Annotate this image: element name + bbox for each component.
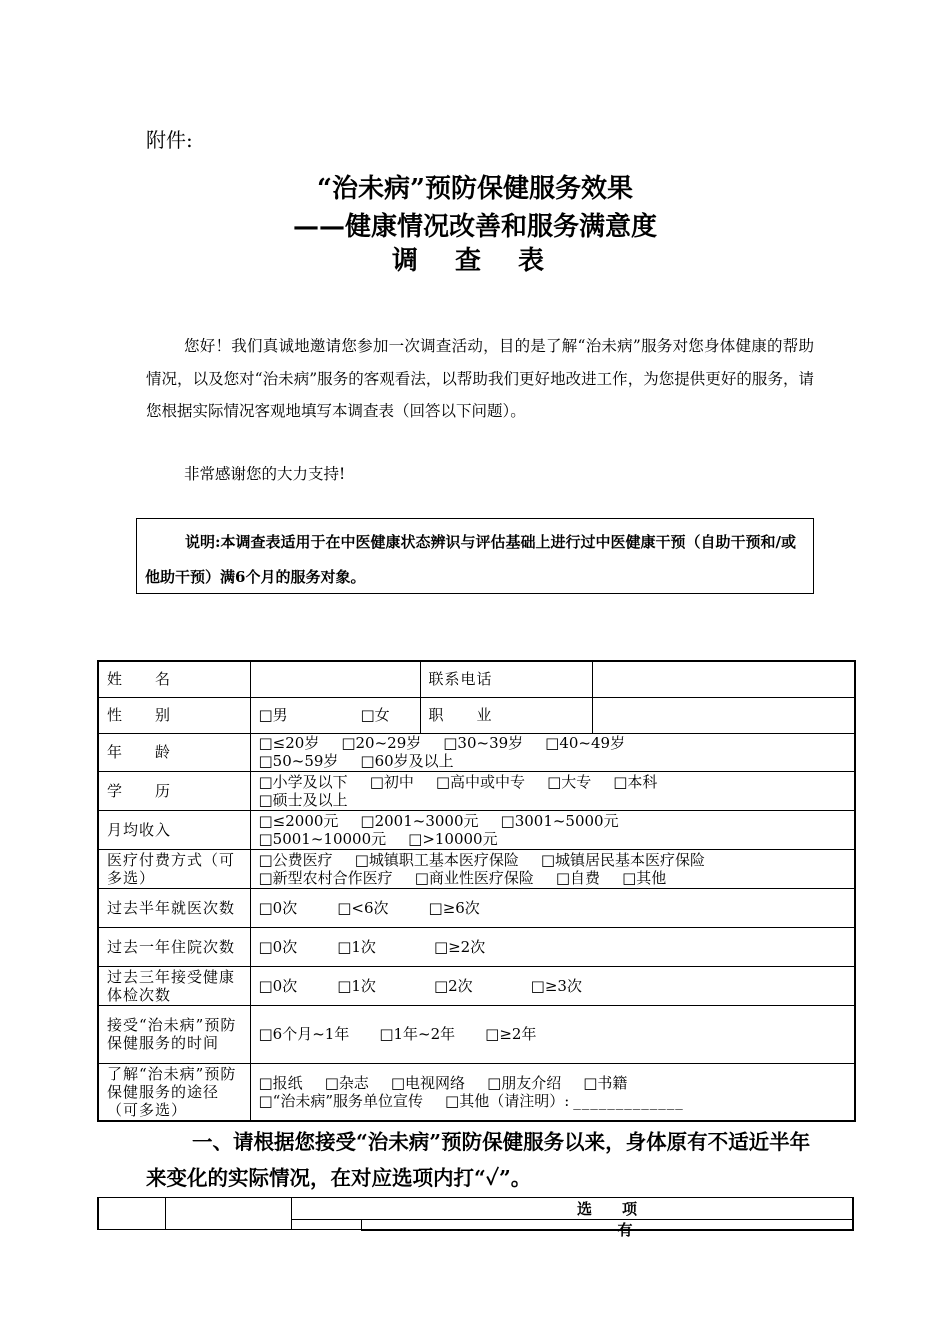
age-option[interactable]: □60岁及以上 [360, 752, 454, 770]
channel-option[interactable]: □朋友介绍 [487, 1073, 562, 1092]
gender-options [250, 697, 420, 733]
job-field[interactable] [592, 697, 855, 733]
duration-option[interactable]: □1年~2年 [379, 1025, 456, 1043]
symptom-table-cell [291, 1220, 361, 1230]
channel-option[interactable]: □“治未病”服务单位宣传 [258, 1091, 424, 1110]
channel-options [250, 1063, 855, 1121]
section-1-heading: 一、请根据您接受“治未病”预防保健服务以来，身体原有不适近半年来变化的实际情况，在对应选项内打“✓”。 [146, 1130, 811, 1190]
education-option[interactable]: □初中 [369, 772, 414, 791]
checkup-option[interactable]: □0次 [258, 976, 298, 995]
age-option[interactable]: □≤20岁 [258, 734, 320, 752]
duration-label: 接受“治未病”预防保健服务的时间 [98, 1005, 250, 1063]
hospital-option[interactable]: □1次 [337, 937, 376, 956]
intro-paragraph: 您好！我们真诚地邀请您参加一次调查活动，目的是了解“治未病”服务对您身体健康的帮助情况，以及您对“治未病”服务的客观看法，以帮助我们更好地改进工作，为您提供更好的服务，请您根据实际情况客观地填写本调查表（回答以下问题）。 [146, 337, 814, 420]
thanks-text: 非常感谢您的大力支持! [184, 465, 346, 483]
payment-label: 医疗付费方式（可多选） [98, 849, 250, 888]
payment-option[interactable]: □新型农村合作医疗 [258, 868, 393, 887]
options-header-cell [291, 1198, 853, 1220]
income-label: 月均收入 [98, 810, 250, 849]
title-line-2: ——健康情况改善和服务满意度 [292, 212, 657, 242]
symptom-table-cell [361, 1220, 853, 1239]
education-option[interactable]: □硕士及以上 [258, 790, 348, 809]
symptom-table-cell [165, 1198, 291, 1230]
info-form-table [97, 660, 856, 1122]
symptom-table [97, 1197, 854, 1239]
attachment-label: 附件: [146, 128, 193, 152]
education-option[interactable]: □高中或中专 [435, 772, 526, 791]
hospital-option[interactable]: □≥2次 [433, 937, 486, 956]
duration-option[interactable]: □6个月~1年 [258, 1025, 350, 1043]
education-label: 学 历 [98, 771, 250, 810]
channel-option[interactable]: □报纸 [258, 1073, 303, 1092]
payment-option[interactable]: □商业性医疗保险 [414, 868, 534, 887]
duration-options [250, 1005, 855, 1063]
note-box: 说明:本调查表适用于在中医健康状态辨识与评估基础上进行过中医健康干预（自助干预和/或他助干预）满6个月的服务对象。 [136, 518, 814, 594]
gender-male-checkbox[interactable]: □男 [258, 706, 288, 724]
gender-female-checkbox[interactable]: □女 [360, 706, 390, 724]
age-option[interactable]: □30~39岁 [443, 734, 524, 752]
visits-option[interactable]: □≥6次 [428, 898, 480, 917]
title-line-3: 调 查 表 [391, 246, 559, 276]
channel-option[interactable]: □书籍 [583, 1073, 628, 1092]
age-options [250, 733, 855, 771]
name-field[interactable] [250, 661, 420, 697]
age-label: 年 龄 [98, 733, 250, 771]
income-option[interactable]: □≤2000元 [258, 811, 339, 830]
education-option[interactable]: □本科 [613, 772, 658, 791]
payment-option[interactable]: □公费医疗 [258, 850, 333, 869]
payment-option[interactable]: □城镇居民基本医疗保险 [540, 850, 706, 869]
job-label: 职 业 [420, 697, 592, 733]
checkup-label: 过去三年接受健康体检次数 [98, 966, 250, 1005]
phone-field[interactable] [592, 661, 855, 697]
gender-label: 性 别 [98, 697, 250, 733]
education-options [250, 771, 855, 810]
title-line-1: “治未病”预防保健服务效果 [317, 174, 633, 204]
checkup-option[interactable]: □≥3次 [530, 976, 582, 995]
visits-option[interactable]: □0次 [258, 898, 298, 917]
symptom-table-cell [98, 1198, 165, 1230]
income-option[interactable]: □3001~5000元 [500, 811, 619, 830]
income-options [250, 810, 855, 849]
name-label: 姓 名 [98, 661, 250, 697]
duration-option[interactable]: □≥2年 [485, 1025, 537, 1043]
age-option[interactable]: □50~59岁 [258, 752, 339, 770]
education-option[interactable]: □大专 [547, 772, 592, 791]
education-option[interactable]: □小学及以下 [258, 772, 348, 791]
hospital-label: 过去一年住院次数 [98, 927, 250, 966]
payment-option[interactable]: □其他 [622, 868, 667, 887]
channel-label: 了解“治未病”预防保健服务的途径（可多选） [98, 1063, 250, 1121]
hospital-option[interactable]: □0次 [258, 937, 298, 956]
hospital-options [250, 927, 855, 966]
payment-option[interactable]: □城镇职工基本医疗保险 [354, 850, 519, 869]
phone-label: 联系电话 [420, 661, 592, 697]
options-header: 选 项 [577, 1200, 638, 1218]
channel-option[interactable]: □电视网络 [390, 1073, 466, 1092]
visits-label: 过去半年就医次数 [98, 888, 250, 927]
checkup-option[interactable]: □2次 [433, 976, 473, 995]
payment-options [250, 849, 855, 888]
visits-option[interactable]: □<6次 [337, 898, 389, 917]
payment-option[interactable]: □自费 [555, 868, 601, 887]
you-header: 有 [617, 1221, 633, 1239]
channel-other-blank[interactable]: _____________ [573, 1091, 684, 1110]
visits-options [250, 888, 855, 927]
age-option[interactable]: □20~29岁 [341, 734, 422, 752]
income-option[interactable]: □5001~10000元 [258, 829, 387, 848]
channel-option[interactable]: □杂志 [324, 1073, 369, 1092]
age-option[interactable]: □40~49岁 [545, 734, 626, 752]
income-option[interactable]: □>10000元 [408, 829, 498, 848]
channel-option[interactable]: □其他（请注明）: [445, 1091, 570, 1110]
checkup-option[interactable]: □1次 [337, 976, 376, 995]
checkup-options [250, 966, 855, 1005]
income-option[interactable]: □2001~3000元 [360, 811, 479, 830]
